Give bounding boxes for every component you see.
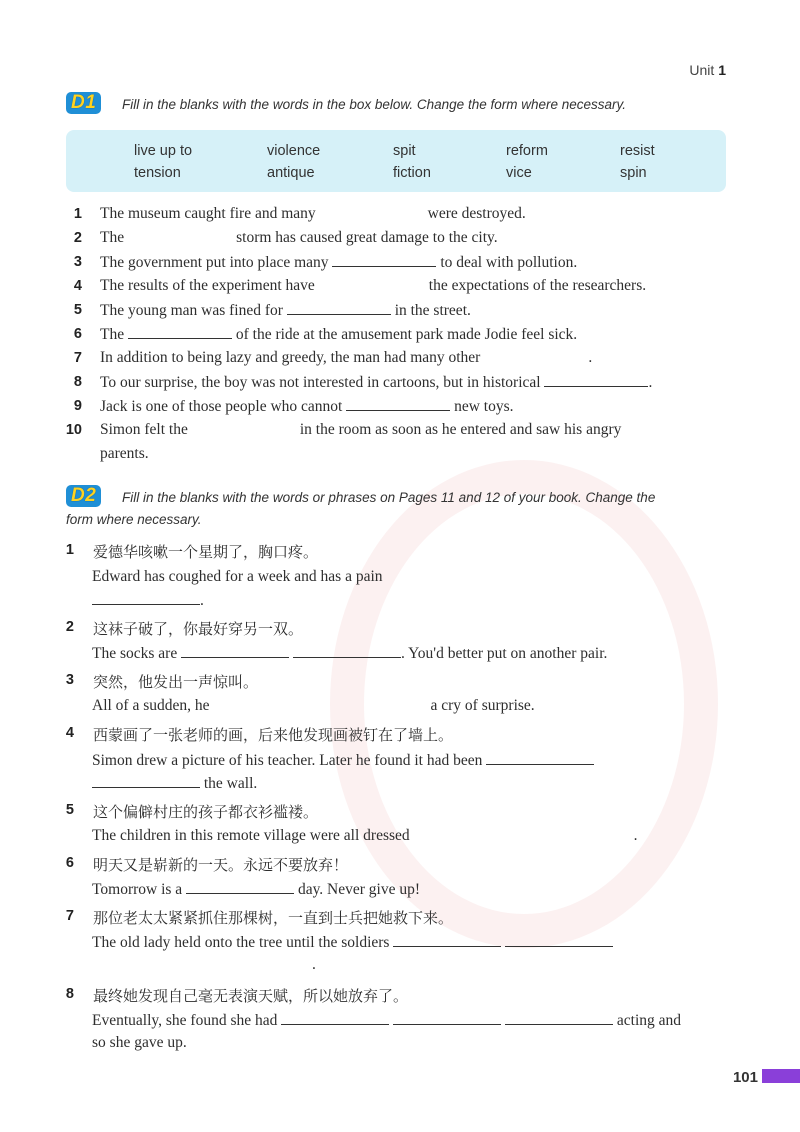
answer-blank[interactable] bbox=[92, 591, 200, 605]
d2-item-1-line1: Edward has coughed for a week and has a pain bbox=[92, 568, 383, 585]
page-number: 101 bbox=[732, 1069, 758, 1086]
word-box-word: spin bbox=[620, 165, 647, 181]
d1-item-2: The storm has caused great damage to the city. bbox=[100, 229, 498, 246]
answer-blank[interactable] bbox=[393, 933, 501, 947]
answer-blank[interactable] bbox=[544, 373, 648, 387]
answer-blank[interactable] bbox=[186, 880, 294, 894]
d1-item-4: The results of the experiment have the expectations of the researchers. bbox=[100, 277, 647, 294]
item-number: 4 bbox=[65, 725, 74, 741]
d2-item-3-line1: All of a sudden, he a cry of surprise. bbox=[92, 697, 535, 714]
item-number: 9 bbox=[73, 398, 82, 414]
d2-item-6-line1: Tomorrow is a day. Never give up! bbox=[92, 881, 421, 898]
item-number: 3 bbox=[65, 672, 74, 688]
d2-instruction-line2: form where necessary. bbox=[66, 512, 202, 527]
item-number: 7 bbox=[73, 350, 82, 366]
item-number: 2 bbox=[73, 230, 82, 246]
d1-item-9: Jack is one of those people who cannot new toys. bbox=[100, 398, 514, 415]
d1-instruction: Fill in the blanks with the words in the box below. Change the form where necessary. bbox=[122, 97, 627, 112]
answer-blank[interactable] bbox=[393, 1011, 501, 1025]
item-number: 6 bbox=[65, 855, 74, 871]
word-box bbox=[66, 130, 726, 192]
d1-item-3: The government put into place many to deal with pollution. bbox=[100, 254, 578, 271]
d1-item-1: The museum caught fire and many were destroyed. bbox=[100, 205, 526, 222]
d2-item-8-line2: so she gave up. bbox=[92, 1034, 187, 1051]
answer-blank[interactable] bbox=[92, 774, 200, 788]
d2-item-7-line2: . bbox=[312, 956, 316, 973]
item-number: 1 bbox=[65, 542, 74, 558]
d2-item-4-line1: Simon drew a picture of his teacher. Later he found it had been bbox=[92, 751, 594, 770]
section-badge-d2: D2 bbox=[66, 485, 101, 507]
item-number: 6 bbox=[73, 326, 82, 342]
item-number: 5 bbox=[73, 302, 82, 318]
answer-blank[interactable] bbox=[181, 644, 289, 658]
answer-blank[interactable] bbox=[128, 325, 232, 339]
d1-item-5: The young man was fined for in the street. bbox=[100, 302, 471, 319]
d2-item-1-line2: . bbox=[92, 591, 204, 610]
d1-item-10: Simon felt the in the room as soon as he entered and saw his angry bbox=[100, 421, 622, 438]
answer-blank[interactable] bbox=[505, 1011, 613, 1025]
item-number: 4 bbox=[73, 278, 82, 294]
d2-item-4-line2: the wall. bbox=[92, 774, 257, 793]
d2-item-8-line1: Eventually, she found she had acting and bbox=[92, 1012, 682, 1029]
word-box-word: live up to bbox=[134, 143, 193, 159]
chinese-prompt: 这个偏僻村庄的孩子都衣衫褴褛。 bbox=[93, 803, 319, 821]
item-number: 5 bbox=[65, 802, 74, 818]
answer-blank[interactable] bbox=[281, 1011, 389, 1025]
d1-item-10-continuation: parents. bbox=[100, 445, 149, 462]
page-accent-bar bbox=[762, 1069, 800, 1083]
chinese-prompt: 明天又是崭新的一天。永远不要放弃！ bbox=[93, 856, 349, 874]
item-number: 3 bbox=[73, 254, 82, 270]
answer-blank[interactable] bbox=[332, 253, 436, 267]
word-box-word: antique bbox=[267, 165, 315, 181]
chinese-prompt: 这袜子破了，你最好穿另一双。 bbox=[93, 620, 304, 638]
d1-item-8: To our surprise, the boy was not interested in cartoons, but in historical . bbox=[100, 374, 653, 391]
answer-blank[interactable] bbox=[505, 933, 613, 947]
unit-header: Unit 1 bbox=[689, 62, 726, 78]
item-number: 7 bbox=[65, 908, 74, 924]
chinese-prompt: 那位老太太紧紧抓住那棵树，一直到士兵把她救下来。 bbox=[93, 909, 454, 927]
chinese-prompt: 最终她发现自己毫无表演天赋，所以她放弃了。 bbox=[93, 987, 409, 1005]
answer-blank[interactable] bbox=[287, 301, 391, 315]
word-box-word: tension bbox=[134, 165, 181, 181]
word-box-word: spit bbox=[393, 143, 416, 159]
d2-item-2-line1: The socks are . You'd better put on another pair. bbox=[92, 645, 608, 662]
d2-item-5-line1: The children in this remote village were all dressed . bbox=[92, 827, 638, 844]
d2-instruction-line1: Fill in the blanks with the words or phrases on Pages 11 and 12 of your book. Change the bbox=[122, 490, 656, 505]
word-box-word: fiction bbox=[393, 165, 431, 181]
item-number: 1 bbox=[73, 206, 82, 222]
answer-blank[interactable] bbox=[346, 397, 450, 411]
chinese-prompt: 爱德华咳嗽一个星期了，胸口疼。 bbox=[93, 543, 319, 561]
section-badge-d1: D1 bbox=[66, 92, 101, 114]
word-box-word: vice bbox=[506, 165, 532, 181]
item-number: 8 bbox=[73, 374, 82, 390]
word-box-word: reform bbox=[506, 143, 548, 159]
item-number: 2 bbox=[65, 619, 74, 635]
chinese-prompt: 西蒙画了一张老师的画，后来他发现画被钉在了墙上。 bbox=[93, 726, 454, 744]
item-number: 10 bbox=[65, 422, 82, 438]
item-number: 8 bbox=[65, 986, 74, 1002]
word-box-word: resist bbox=[620, 143, 655, 159]
answer-blank[interactable] bbox=[486, 751, 594, 765]
d1-item-6: The of the ride at the amusement park made Jodie feel sick. bbox=[100, 326, 578, 343]
word-box-word: violence bbox=[267, 143, 321, 159]
d2-item-7-line1: The old lady held onto the tree until the soldiers bbox=[92, 933, 613, 952]
d1-item-7: In addition to being lazy and greedy, the man had many other . bbox=[100, 349, 593, 366]
chinese-prompt: 突然，他发出一声惊叫。 bbox=[93, 673, 259, 691]
answer-blank[interactable] bbox=[293, 644, 401, 658]
